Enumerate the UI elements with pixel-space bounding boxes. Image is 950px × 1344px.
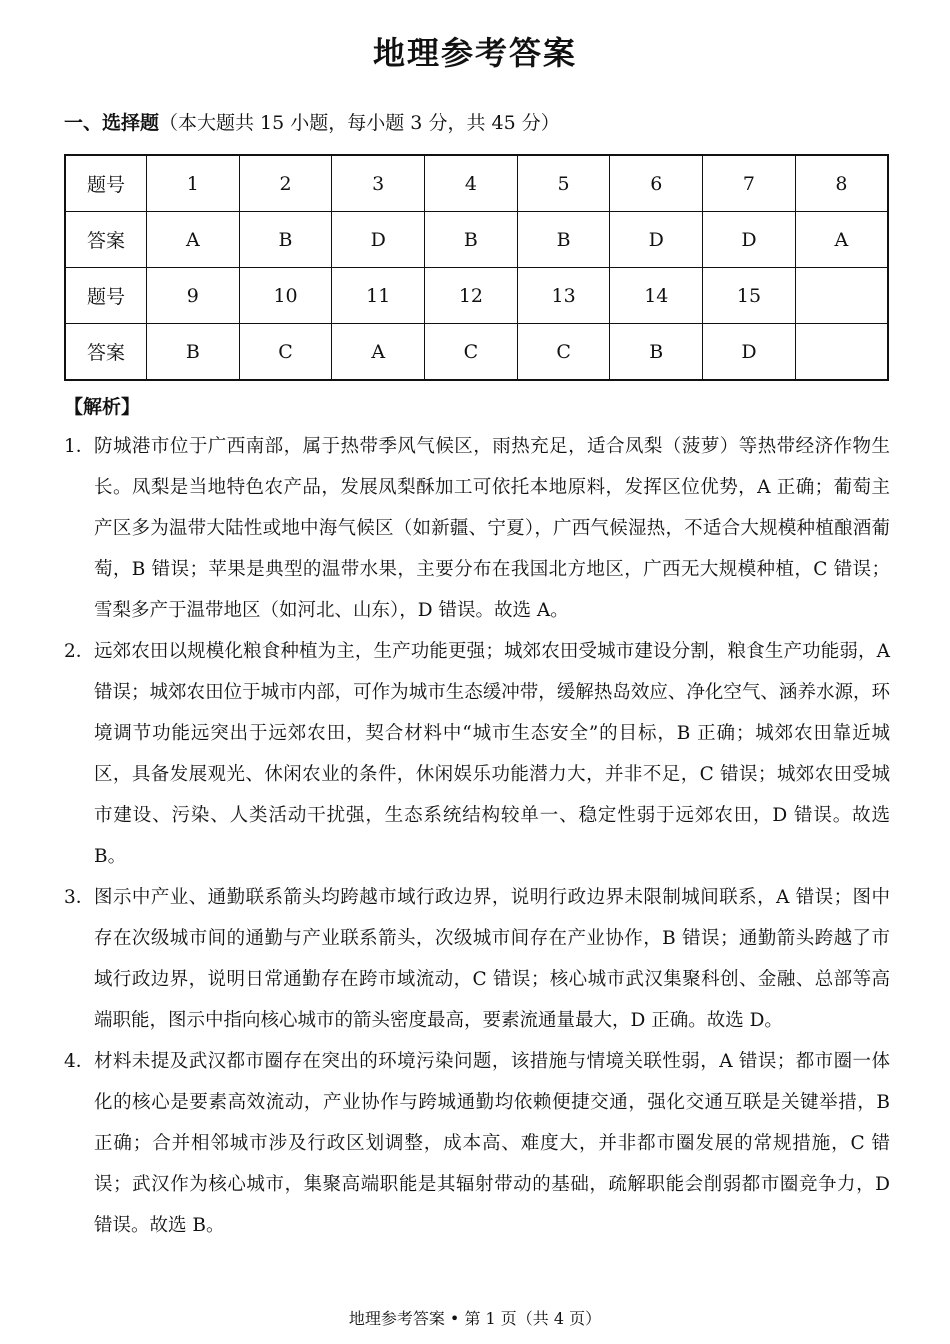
answer-cell: B [147, 324, 240, 381]
section-heading [64, 108, 560, 135]
answer-cell [795, 324, 888, 381]
answer-cell: D [703, 324, 796, 381]
explanation-text: 远郊农田以规模化粮食种植为主，生产功能更强；城郊农田受城市建设分割，粮食生产功能弱，A 错误；城郊农田位于城市内部，可作为城市生态缓冲带，缓解热岛效应、净化空气、涵养水源，环境调节功能远突出于远郊农田，契合材料中“城市生态安全”的目标，B 正确；城郊农田靠近城区，具备发展观光、休闲农业的条件，休闲娱乐功能潜力大，并非不足，C 错误；城郊农田受城市建设、污染、人类活动干扰强，生态系统结构较单一、稳定性弱于远郊农田，D 错误。故选 B。 [94, 641, 890, 867]
question-number: 13 [517, 268, 610, 324]
question-number: 15 [703, 268, 796, 324]
row-label: 题号 [65, 155, 147, 212]
row-label: 答案 [65, 324, 147, 381]
question-number [795, 268, 888, 324]
answer-cell: B [517, 212, 610, 268]
explanation-item [64, 1041, 890, 1246]
answer-table [64, 154, 889, 381]
explanation-number: 4． [64, 1051, 95, 1072]
table-row [65, 268, 888, 324]
analysis-heading: 【解析】 [64, 396, 141, 418]
table-row [65, 155, 888, 212]
explanation-number: 2． [64, 641, 95, 662]
explanation-item [64, 426, 890, 631]
question-number: 11 [332, 268, 425, 324]
question-number: 14 [610, 268, 703, 324]
answer-cell: A [795, 212, 888, 268]
answer-cell: A [147, 212, 240, 268]
question-number: 3 [332, 155, 425, 212]
row-label: 题号 [65, 268, 147, 324]
answer-cell: D [332, 212, 425, 268]
answer-cell: C [239, 324, 332, 381]
row-label: 答案 [65, 212, 147, 268]
explanation-list [64, 426, 890, 1246]
question-number: 10 [239, 268, 332, 324]
answer-cell: C [517, 324, 610, 381]
answer-cell: C [425, 324, 518, 381]
question-number: 12 [425, 268, 518, 324]
answer-cell: B [425, 212, 518, 268]
question-number: 5 [517, 155, 610, 212]
explanation-number: 1． [64, 436, 95, 457]
question-number: 6 [610, 155, 703, 212]
question-number: 8 [795, 155, 888, 212]
question-number: 7 [703, 155, 796, 212]
question-number: 4 [425, 155, 518, 212]
answer-cell: D [610, 212, 703, 268]
question-number: 1 [147, 155, 240, 212]
section-heading-note: （本大题共 15 小题，每小题 3 分，共 45 分） [159, 112, 560, 134]
table-row [65, 212, 888, 268]
question-number: 9 [147, 268, 240, 324]
table-row [65, 324, 888, 381]
answer-cell: A [332, 324, 425, 381]
answer-cell: B [239, 212, 332, 268]
explanation-text: 材料未提及武汉都市圈存在突出的环境污染问题，该措施与情境关联性弱，A 错误；都市圈一体化的核心是要素高效流动，产业协作与跨城通勤均依赖便捷交通，强化交通互联是关键举措，B 正确；合并相邻城市涉及行政区划调整，成本高、难度大，并非都市圈发展的常规措施，C 错误；武汉作为核心城市，集聚高端职能是其辐射带动的基础，疏解职能会削弱都市圈竞争力，D 错误。故选 B。 [94, 1051, 890, 1236]
question-number: 2 [239, 155, 332, 212]
explanation-text: 防城港市位于广西南部，属于热带季风气候区，雨热充足，适合凤梨（菠萝）等热带经济作物生长。凤梨是当地特色农产品，发展凤梨酥加工可依托本地原料，发挥区位优势，A 正确；葡萄主产区多为温带大陆性或地中海气候区（如新疆、宁夏），广西气候湿热，不适合大规模种植酿酒葡萄，B 错误；苹果是典型的温带水果，主要分布在我国北方地区，广西无大规模种植，C 错误；雪梨多产于温带地区（如河北、山东），D 错误。故选 A。 [94, 436, 890, 621]
page-footer: 地理参考答案 • 第 1 页（共 4 页） [348, 1309, 602, 1328]
explanation-text: 图示中产业、通勤联系箭头均跨越市域行政边界，说明行政边界未限制城间联系，A 错误；图中存在次级城市间的通勤与产业联系箭头，次级城市间存在产业协作，B 错误；通勤箭头跨越了市域行政边界，说明日常通勤存在跨市域流动，C 错误；核心城市武汉集聚科创、金融、总部等高端职能，图示中指向核心城市的箭头密度最高，要素流通量最大，D 正确。故选 D。 [94, 887, 890, 1031]
section-heading-label: 一、选择题 [64, 112, 160, 134]
answer-cell: B [610, 324, 703, 381]
page-title: 地理参考答案 [372, 34, 577, 72]
explanation-item [64, 631, 890, 877]
explanation-item [64, 877, 890, 1041]
answer-cell: D [703, 212, 796, 268]
explanation-number: 3． [64, 887, 95, 908]
